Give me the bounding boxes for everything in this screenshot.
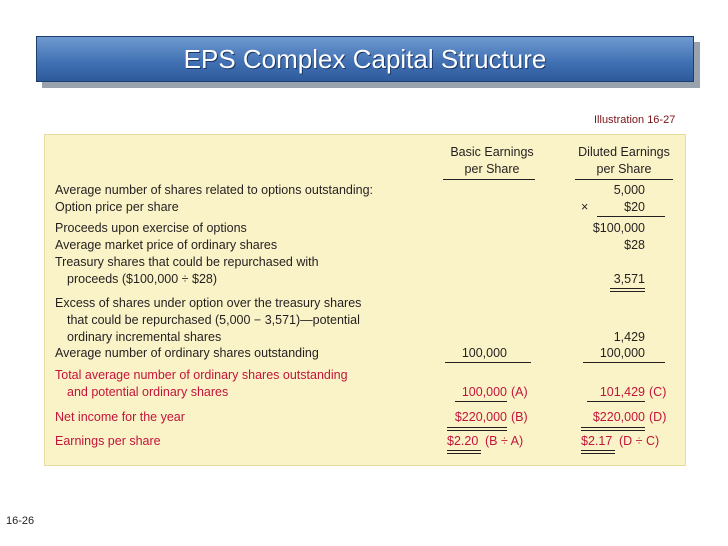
option-price-rule xyxy=(597,216,665,217)
row-avg-ordinary-label: Average number of ordinary shares outstanding xyxy=(55,346,319,360)
header-basic-line2: per Share xyxy=(464,162,520,176)
net-income-diluted-rule-2 xyxy=(581,430,645,431)
row-eps-label: Earnings per share xyxy=(55,434,161,448)
row-eps-diluted-tag: (D ÷ C) xyxy=(619,434,660,448)
avg-ordinary-diluted-rule xyxy=(583,362,665,363)
row-eps-diluted: $2.17 xyxy=(581,434,613,448)
total-basic-rule xyxy=(455,401,507,402)
eps-diluted-rule-2 xyxy=(581,453,615,454)
treasury-rule-2 xyxy=(610,291,645,292)
page-number: 16-26 xyxy=(6,515,35,527)
header-diluted-line1: Diluted Earnings xyxy=(578,145,670,159)
row-treasury-label-2: proceeds ($100,000 ÷ $28) xyxy=(67,272,218,286)
net-income-basic-rule-1 xyxy=(447,427,507,428)
row-avg-ordinary-basic: 100,000 xyxy=(461,346,507,360)
row-excess-label-2: that could be repurchased (5,000 − 3,571)—potential xyxy=(67,313,360,327)
eps-basic-rule-1 xyxy=(447,450,481,451)
row-net-income-diluted: $220,000 xyxy=(592,410,645,424)
row-proceeds-label: Proceeds upon exercise of options xyxy=(55,221,247,235)
eps-diluted-rule-1 xyxy=(581,450,615,451)
treasury-rule-1 xyxy=(610,288,645,289)
row-avg-market-label: Average market price of ordinary shares xyxy=(55,238,278,252)
row-eps-basic-tag: (B ÷ A) xyxy=(485,434,524,448)
row-avg-ordinary-diluted: 100,000 xyxy=(599,346,645,360)
row-avg-options-label: Average number of shares related to options outstanding: xyxy=(55,183,374,197)
row-net-income-basic-tag: (B) xyxy=(511,410,528,424)
row-excess-label-1: Excess of shares under option over the treasury shares xyxy=(55,296,362,310)
row-total-diluted: 101,429 xyxy=(599,385,645,399)
header-basic-line1: Basic Earnings xyxy=(450,145,534,159)
avg-ordinary-basic-rule xyxy=(445,362,531,363)
row-excess-label-3: ordinary incremental shares xyxy=(67,330,222,344)
row-eps-basic: $2.20 xyxy=(447,434,479,448)
row-net-income-diluted-tag: (D) xyxy=(649,410,667,424)
row-option-price-label: Option price per share xyxy=(55,200,179,214)
row-total-basic-tag: (A) xyxy=(511,385,528,399)
total-diluted-rule xyxy=(587,401,645,402)
row-treasury-diluted: 3,571 xyxy=(613,272,645,286)
eps-basic-rule-2 xyxy=(447,453,481,454)
net-income-diluted-rule-1 xyxy=(581,427,645,428)
times-operator: × xyxy=(581,200,589,214)
row-avg-options-diluted: 5,000 xyxy=(613,183,645,197)
eps-table-panel xyxy=(44,134,686,466)
net-income-basic-rule-2 xyxy=(447,430,507,431)
illustration-label: Illustration 16-27 xyxy=(594,114,676,126)
row-net-income-label: Net income for the year xyxy=(55,410,185,424)
row-net-income-basic: $220,000 xyxy=(454,410,507,424)
row-proceeds-diluted: $100,000 xyxy=(592,221,645,235)
row-option-price-diluted: $20 xyxy=(624,200,645,214)
header-diluted-rule xyxy=(575,179,673,180)
row-total-label-2: and potential ordinary shares xyxy=(67,385,229,399)
slide-title-bar xyxy=(36,36,694,82)
slide-title: EPS Complex Capital Structure xyxy=(183,43,547,74)
row-avg-market-diluted: $28 xyxy=(624,238,645,252)
header-diluted-line2: per Share xyxy=(596,162,652,176)
row-total-basic: 100,000 xyxy=(461,385,507,399)
row-excess-diluted: 1,429 xyxy=(613,330,645,344)
header-basic-rule xyxy=(443,179,535,180)
row-total-diluted-tag: (C) xyxy=(649,385,667,399)
row-total-label-1: Total average number of ordinary shares outstanding xyxy=(55,368,348,382)
row-treasury-label-1: Treasury shares that could be repurchased with xyxy=(55,255,319,269)
